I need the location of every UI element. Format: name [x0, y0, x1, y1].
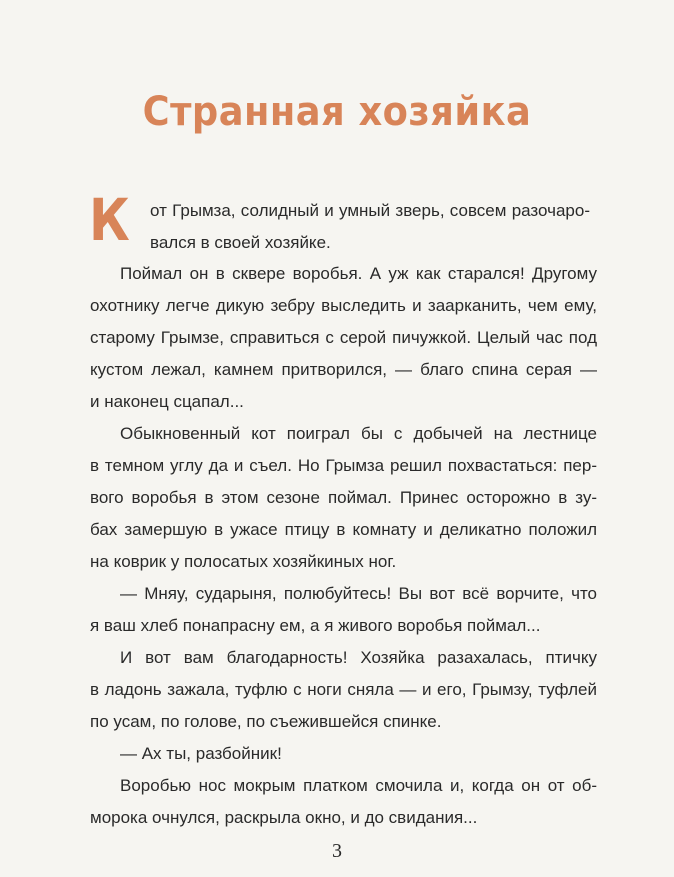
text-line: кустом лежал, камнем притворился, — благо спина серая —: [90, 360, 597, 379]
text-line: я ваш хлеб понапрасну ем, а я живого воробья поймал...: [90, 616, 541, 635]
text-line: в темном углу да и съел. Но Грымза решил похвастаться: пер-: [90, 456, 597, 475]
text-line: бах замершую в ужасе птицу в комнату и деликатно положил: [90, 520, 597, 539]
text-line: охотнику легче дикую зебру выследить и заарканить, чем ему,: [90, 296, 597, 315]
text-line: вался в своей хозяйке.: [150, 233, 331, 252]
text-line: вого воробья в этом сезоне поймал. Принес осторожно в зу-: [90, 488, 597, 507]
text-line: по усам, по голове, по съежившейся спинке.: [90, 712, 442, 731]
text-line: Поймал он в сквере воробья. А уж как старался! Другому: [120, 264, 597, 283]
drop-cap: К: [89, 186, 130, 254]
text-line: и наконец сцапал...: [90, 392, 244, 411]
text-line: — Ах ты, разбойник!: [120, 744, 282, 763]
page-number: 3: [332, 840, 342, 862]
text-line: старому Грымзе, справиться с серой пичужкой. Целый час под: [90, 328, 597, 347]
page-title: Странная хозяйка: [142, 89, 532, 135]
text-line: морока очнулся, раскрыла окно, и до свидания...: [90, 808, 478, 827]
text-line: на коврик у полосатых хозяйкиных ног.: [90, 552, 397, 571]
text-line: от Грымза, солидный и умный зверь, совсем разочаро-: [150, 201, 590, 220]
text-line: Воробью нос мокрым платком смочила и, когда он от об-: [120, 776, 597, 795]
text-line: Обыкновенный кот поиграл бы с добычей на лестнице: [120, 424, 597, 443]
text-line: — Мняу, сударыня, полюбуйтесь! Вы вот всё ворчите, что: [120, 584, 597, 603]
text-line: в ладонь зажала, туфлю с ноги сняла — и его, Грымзу, туфлей: [90, 680, 597, 699]
text-line: И вот вам благодарность! Хозяйка разахалась, птичку: [120, 648, 597, 667]
